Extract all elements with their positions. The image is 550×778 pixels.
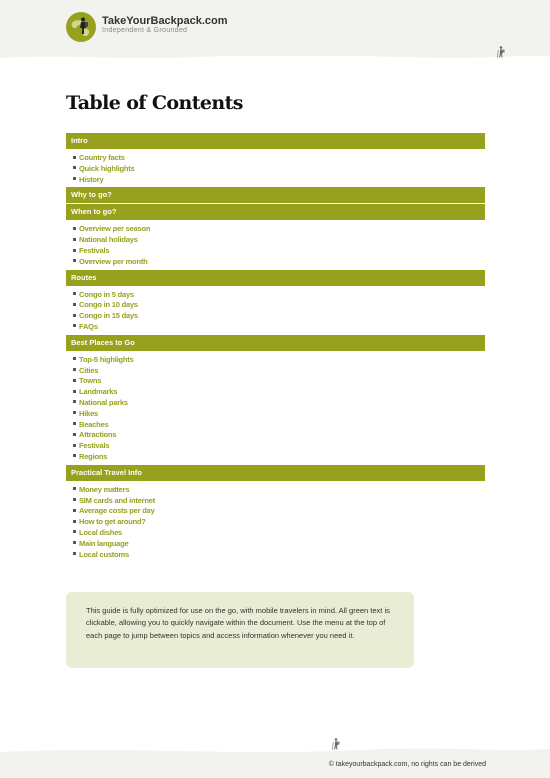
logo-icon[interactable] — [66, 12, 96, 42]
toc-item-label: Festivals — [79, 245, 110, 255]
toc-item[interactable] — [73, 420, 485, 431]
toc-item-label: History — [79, 174, 104, 184]
toc-item[interactable] — [73, 485, 485, 496]
bullet-icon — [73, 444, 76, 447]
bullet-icon — [73, 156, 76, 159]
toc-item[interactable] — [73, 322, 485, 333]
toc-item-label: FAQs — [79, 321, 98, 331]
toc-item[interactable] — [73, 257, 485, 268]
toc-item[interactable] — [73, 496, 485, 507]
bullet-icon — [73, 390, 76, 393]
toc-item-label: Regions — [79, 451, 108, 461]
toc-item[interactable] — [73, 290, 485, 301]
bullet-icon — [73, 357, 76, 360]
toc-item-label: How to get around? — [79, 517, 146, 527]
toc-item-label: Overview per season — [79, 224, 151, 234]
toc-item[interactable] — [73, 164, 485, 175]
toc-item[interactable] — [73, 246, 485, 257]
toc-item[interactable] — [73, 175, 485, 186]
toc-item[interactable] — [73, 300, 485, 311]
bullet-icon — [73, 541, 76, 544]
toc-item-label: Overview per month — [79, 256, 148, 266]
toc-item[interactable] — [73, 550, 485, 561]
toc-item-label: Local dishes — [79, 527, 123, 537]
toc-item-label: Top-5 highlights — [79, 354, 134, 364]
toc-item-list — [66, 150, 485, 187]
toc-item[interactable] — [73, 355, 485, 366]
toc-item-label: Congo in 5 days — [79, 289, 134, 299]
toc-item[interactable] — [73, 376, 485, 387]
toc-section-header[interactable]: Best Places to Go — [66, 335, 485, 351]
toc-item-list — [66, 287, 485, 335]
bullet-icon — [73, 314, 76, 317]
toc-section-header[interactable]: Practical Travel Info — [66, 465, 485, 481]
bullet-icon — [73, 292, 76, 295]
bullet-icon — [73, 227, 76, 230]
bullet-icon — [73, 552, 76, 555]
brand-tagline: Independent & Grounded — [102, 27, 188, 34]
bullet-icon — [73, 238, 76, 241]
toc-section-header[interactable]: Why to go? — [66, 187, 485, 203]
toc-item-label: Beaches — [79, 419, 109, 429]
toc-item-list — [66, 482, 485, 563]
toc-item-label: National holidays — [79, 235, 138, 245]
toc-section-header[interactable]: When to go? — [66, 204, 485, 220]
toc-item[interactable] — [73, 366, 485, 377]
bullet-icon — [73, 303, 76, 306]
toc-item-label: SIM cards and internet — [79, 495, 156, 505]
bullet-icon — [73, 259, 76, 262]
header-wave — [0, 44, 550, 66]
toc-item[interactable] — [73, 506, 485, 517]
footer-text: © takeyourbackpack.com, no rights can be derived — [328, 761, 486, 768]
bullet-icon — [73, 400, 76, 403]
bullet-icon — [73, 166, 76, 169]
toc-item-label: Hikes — [79, 408, 99, 418]
toc-item-list — [66, 352, 485, 465]
toc-item[interactable] — [73, 517, 485, 528]
toc-item[interactable] — [73, 398, 485, 409]
info-box — [66, 592, 414, 668]
toc-item[interactable] — [73, 539, 485, 550]
hiker-icon — [496, 46, 506, 58]
bullet-icon — [73, 530, 76, 533]
toc-item[interactable] — [73, 430, 485, 441]
bullet-icon — [73, 454, 76, 457]
toc-item-list — [66, 221, 485, 269]
toc-item-label: Cities — [79, 365, 99, 375]
toc-item[interactable] — [73, 235, 485, 246]
toc-item[interactable] — [73, 224, 485, 235]
toc-item-label: Landmarks — [79, 387, 118, 397]
toc-item-label: Quick highlights — [79, 163, 135, 173]
toc-item-label: Festivals — [79, 441, 110, 451]
bullet-icon — [73, 177, 76, 180]
bullet-icon — [73, 498, 76, 501]
toc-item[interactable] — [73, 153, 485, 164]
toc-item-label: Money matters — [79, 484, 130, 494]
toc-item-label: Main language — [79, 538, 129, 548]
info-box-text: This guide is fully optimized for use on the go, with mobile travelers in mind. All green text is clickable, allowing you to quickly navigate within the document. Use the menu at the top of each page to jump between topics and access information whenever you need it. — [86, 606, 390, 640]
toc-item-label: Attractions — [79, 430, 117, 440]
toc-item[interactable] — [73, 441, 485, 452]
toc-item-label: Congo in 10 days — [79, 300, 138, 310]
bullet-icon — [73, 422, 76, 425]
bullet-icon — [73, 411, 76, 414]
page-title: Table of Contents — [66, 92, 243, 114]
toc-item-label: Towns — [79, 376, 102, 386]
toc-item[interactable] — [73, 409, 485, 420]
toc-item-label: Congo in 15 days — [79, 311, 138, 321]
bullet-icon — [73, 324, 76, 327]
table-of-contents — [66, 133, 485, 562]
toc-item-label: Average costs per day — [79, 506, 155, 516]
bullet-icon — [73, 520, 76, 523]
toc-item-label: National parks — [79, 397, 128, 407]
toc-item[interactable] — [73, 452, 485, 463]
toc-item[interactable] — [73, 311, 485, 322]
bullet-icon — [73, 368, 76, 371]
toc-item-label: Local customs — [79, 549, 129, 559]
toc-section-header[interactable]: Routes — [66, 270, 485, 286]
toc-section-header[interactable]: Intro — [66, 133, 485, 149]
bullet-icon — [73, 249, 76, 252]
toc-item-label: Country facts — [79, 153, 125, 162]
toc-item[interactable] — [73, 528, 485, 539]
toc-item[interactable] — [73, 387, 485, 398]
brand-name[interactable]: TakeYourBackpack.com — [102, 15, 228, 27]
bullet-icon — [73, 487, 76, 490]
bullet-icon — [73, 433, 76, 436]
bullet-icon — [73, 379, 76, 382]
bullet-icon — [73, 509, 76, 512]
